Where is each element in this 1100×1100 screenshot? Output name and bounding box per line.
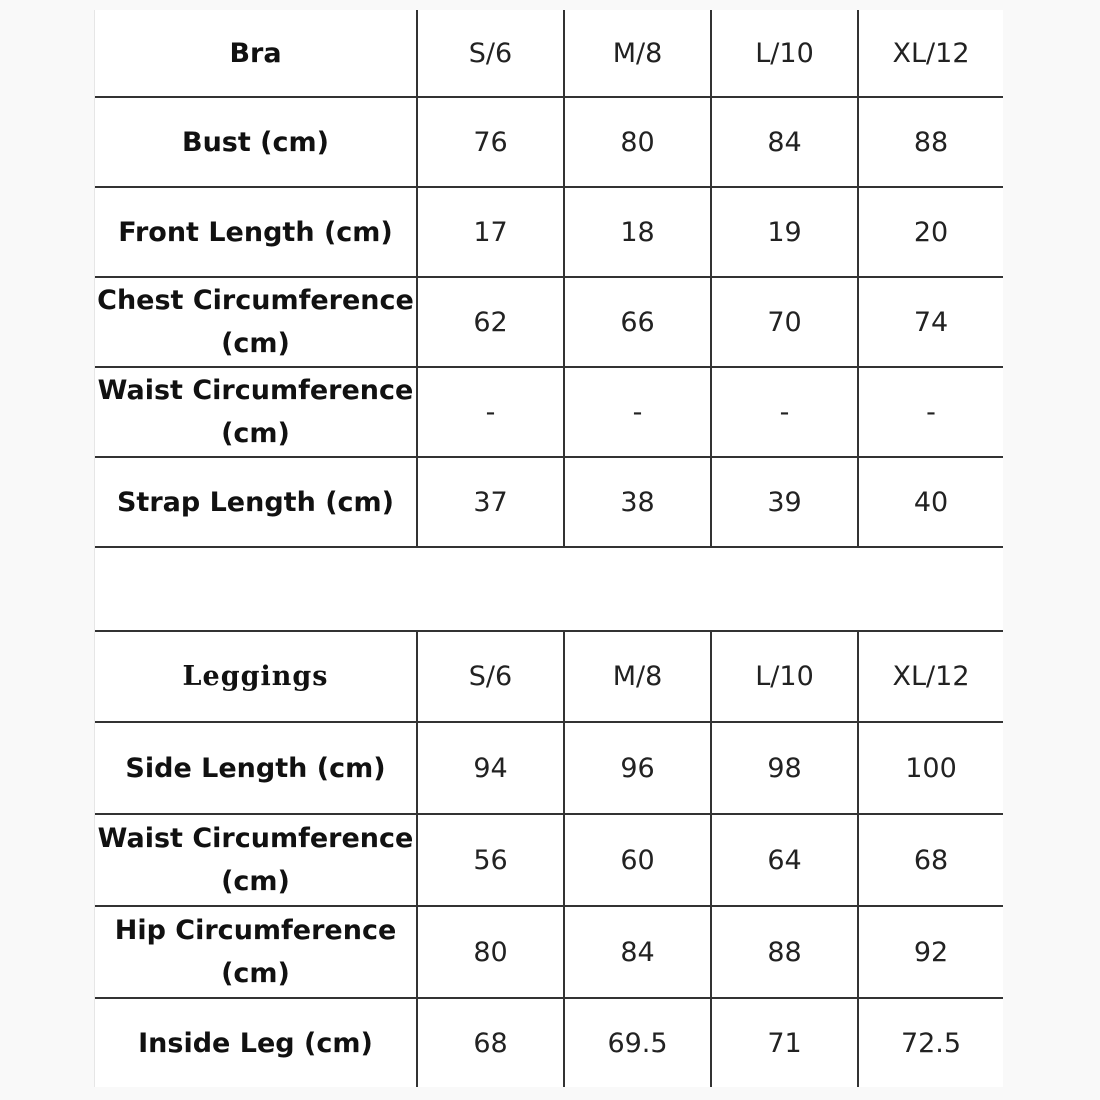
size-chart-table [95, 10, 1003, 1087]
measurement-value: 80 [417, 906, 564, 998]
size-header: XL/12 [858, 631, 1003, 722]
leggings-header-row [95, 631, 1003, 722]
measurement-value: 19 [711, 187, 858, 277]
measurement-label: Waist Circumference (cm) [95, 367, 417, 457]
measurement-value: - [858, 367, 1003, 457]
measurement-value: 71 [711, 998, 858, 1087]
measurement-value: - [564, 367, 711, 457]
size-header: L/10 [711, 631, 858, 722]
measurement-value: 20 [858, 187, 1003, 277]
measurement-value: 100 [858, 722, 1003, 814]
measurement-value: - [417, 367, 564, 457]
measurement-label: Front Length (cm) [95, 187, 417, 277]
measurement-value: 72.5 [858, 998, 1003, 1087]
measurement-label: Strap Length (cm) [95, 457, 417, 547]
measurement-value: 96 [564, 722, 711, 814]
measurement-value: 80 [564, 97, 711, 187]
section-spacer [95, 547, 1003, 631]
measurement-label: Hip Circumference (cm) [95, 906, 417, 998]
measurement-value: 17 [417, 187, 564, 277]
measurement-value: 68 [858, 814, 1003, 906]
measurement-value: 98 [711, 722, 858, 814]
size-header: M/8 [564, 631, 711, 722]
leggings-table-row [95, 722, 1003, 814]
measurement-value: 70 [711, 277, 858, 367]
measurement-value: 84 [711, 97, 858, 187]
size-header: S/6 [417, 631, 564, 722]
leggings-table-row [95, 906, 1003, 998]
measurement-value: 84 [564, 906, 711, 998]
measurement-value: 92 [858, 906, 1003, 998]
measurement-value: 62 [417, 277, 564, 367]
measurement-value: 64 [711, 814, 858, 906]
size-header: M/8 [564, 10, 711, 97]
leggings-table-row [95, 814, 1003, 906]
leggings-table-row [95, 998, 1003, 1087]
bra-title: Bra [95, 10, 417, 97]
measurement-value: 69.5 [564, 998, 711, 1087]
measurement-value: 40 [858, 457, 1003, 547]
measurement-value: 76 [417, 97, 564, 187]
bra-table-row [95, 277, 1003, 367]
measurement-value: 74 [858, 277, 1003, 367]
measurement-value: 88 [711, 906, 858, 998]
measurement-value: 38 [564, 457, 711, 547]
spacer-cell [95, 547, 1003, 631]
size-header: XL/12 [858, 10, 1003, 97]
measurement-value: 18 [564, 187, 711, 277]
measurement-value: 56 [417, 814, 564, 906]
measurement-value: - [711, 367, 858, 457]
measurement-label: Side Length (cm) [95, 722, 417, 814]
measurement-label: Bust (cm) [95, 97, 417, 187]
size-chart [94, 10, 1003, 1087]
measurement-value: 88 [858, 97, 1003, 187]
bra-table-row [95, 97, 1003, 187]
measurement-value: 37 [417, 457, 564, 547]
measurement-label: Inside Leg (cm) [138, 1027, 373, 1059]
measurement-value: 68 [417, 998, 564, 1087]
measurement-value: 60 [564, 814, 711, 906]
measurement-value: 66 [564, 277, 711, 367]
size-header: S/6 [417, 10, 564, 97]
measurement-value: 39 [711, 457, 858, 547]
bra-table-row [95, 367, 1003, 457]
measurement-label: Waist Circumference (cm) [95, 814, 417, 906]
bra-table-row [95, 457, 1003, 547]
measurement-label: Chest Circumference (cm) [95, 277, 417, 367]
measurement-value: 94 [417, 722, 564, 814]
bra-table-row [95, 187, 1003, 277]
bra-header-row [95, 10, 1003, 97]
leggings-title: Leggings [95, 631, 417, 722]
size-header: L/10 [711, 10, 858, 97]
